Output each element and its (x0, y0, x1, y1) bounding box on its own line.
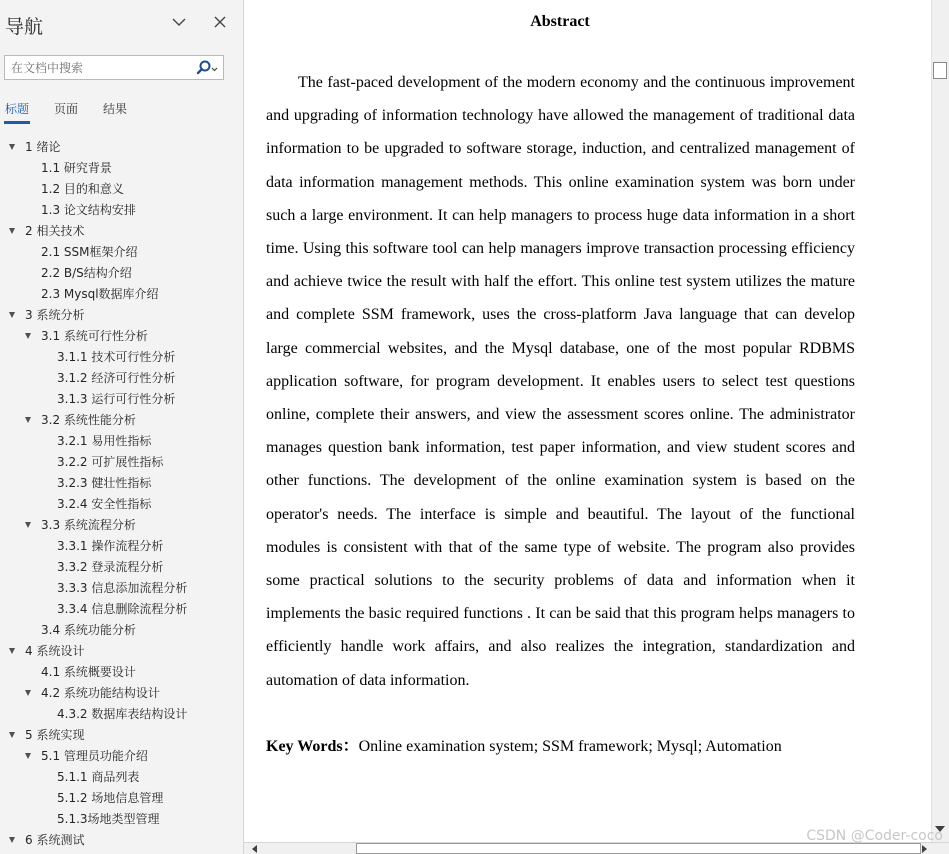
close-pane-icon[interactable] (209, 11, 231, 33)
nav-heading-label: 3.3.2 登录流程分析 (57, 560, 164, 574)
nav-heading-item[interactable] (0, 221, 243, 242)
nav-heading-label: 2.1 SSM框架介绍 (41, 245, 138, 259)
nav-heading-item[interactable] (0, 494, 243, 515)
nav-heading-item[interactable] (0, 578, 243, 599)
tab-headings[interactable]: 标题 (5, 102, 30, 116)
nav-heading-label: 4 系统设计 (25, 644, 85, 658)
horizontal-scroll-thumb[interactable] (356, 843, 921, 854)
nav-heading-item[interactable] (0, 368, 243, 389)
nav-heading-item[interactable] (0, 263, 243, 284)
nav-heading-item[interactable] (0, 788, 243, 809)
watermark: CSDN @Coder-coco (806, 828, 943, 844)
nav-heading-item[interactable] (0, 326, 243, 347)
nav-heading-label: 3.3 系统流程分析 (41, 518, 136, 532)
nav-heading-label: 2 相关技术 (25, 224, 85, 238)
nav-heading-label: 3.1.1 技术可行性分析 (57, 350, 176, 364)
abstract-title: Abstract (530, 13, 590, 30)
nav-heading-item[interactable] (0, 620, 243, 641)
nav-heading-item[interactable] (0, 641, 243, 662)
collapse-triangle-icon[interactable] (9, 144, 15, 150)
nav-heading-label: 3.1.3 运行可行性分析 (57, 392, 176, 406)
nav-heading-label: 3.1 系统可行性分析 (41, 329, 148, 343)
nav-heading-label: 5.1 管理员功能介绍 (41, 749, 148, 763)
nav-heading-label: 3.2.3 健壮性指标 (57, 476, 152, 490)
nav-heading-item[interactable] (0, 746, 243, 767)
nav-heading-item[interactable] (0, 704, 243, 725)
nav-heading-label: 6 系统测试 (25, 833, 85, 847)
nav-heading-item[interactable] (0, 158, 243, 179)
nav-heading-item[interactable] (0, 515, 243, 536)
collapse-triangle-icon[interactable] (25, 522, 31, 528)
nav-heading-item[interactable] (0, 599, 243, 620)
nav-heading-label: 3 系统分析 (25, 308, 85, 322)
collapse-triangle-icon[interactable] (25, 690, 31, 696)
tab-results[interactable]: 结果 (103, 102, 128, 116)
nav-heading-label: 3.2.4 安全性指标 (57, 497, 152, 511)
nav-heading-item[interactable] (0, 683, 243, 704)
collapse-triangle-icon[interactable] (25, 753, 31, 759)
scroll-right-arrow-icon[interactable] (922, 845, 927, 853)
search-icon (198, 61, 210, 73)
nav-heading-item[interactable] (0, 200, 243, 221)
abstract-body: The fast-paced development of the modern economy and the continuous improvement and upgrading of information technology have allowed the management of traditional data information to be upgraded to software storage, induction, and centralized management of data information management methods. This online examination system was born under such a large environment. It can help managers to process huge data information in a short time. Using this software tool can help managers improve transaction processing efficiency and achieve twice the result with half the effort. This online test system utilizes the mature and complete SSM framework, uses the cross-platform Java language that can develop large commercial websites, and the Mysql database, one of the most popular RDBMS application software, for program development. It enables users to select test questions online, complete their answers, and view the assessment scores online. The administrator manages question bank information, test paper information, and view student scores and other functions. The development of the online examination system is based on the operator's needs. The interface is simple and beautiful. The layout of the functional modules is consistent with that of the same type of website. The program also provides some practical solutions to the security problems of data and information when it implements the basic required functions . It can be said that this program helps managers to efficiently handle work affairs, and also realizes the integration, standardization and automation of data information. (266, 74, 855, 689)
nav-heading-item[interactable] (0, 536, 243, 557)
nav-heading-item[interactable] (0, 809, 243, 830)
nav-heading-label: 4.3.2 数据库表结构设计 (57, 707, 188, 721)
nav-heading-item[interactable] (0, 662, 243, 683)
nav-heading-item[interactable] (0, 830, 243, 851)
search-box[interactable] (4, 55, 224, 80)
nav-heading-label: 3.2.1 易用性指标 (57, 434, 152, 448)
nav-heading-item[interactable] (0, 410, 243, 431)
collapse-triangle-icon[interactable] (25, 417, 31, 423)
nav-heading-item[interactable] (0, 725, 243, 746)
nav-heading-label: 5.1.2 场地信息管理 (57, 791, 164, 805)
nav-heading-item[interactable] (0, 284, 243, 305)
keywords-value: Online examination system; SSM framework; Mysql; Automation (358, 738, 782, 755)
nav-heading-label: 2.2 B/S结构介绍 (41, 266, 132, 280)
search-input[interactable] (5, 56, 197, 79)
nav-heading-label: 1 绪论 (25, 140, 61, 154)
vertical-scroll-thumb[interactable] (933, 62, 947, 79)
navigation-title: 导航 (5, 16, 44, 38)
nav-heading-item[interactable] (0, 347, 243, 368)
nav-heading-label: 5.1.3场地类型管理 (57, 812, 160, 826)
nav-heading-label: 1.1 研究背景 (41, 161, 112, 175)
nav-heading-label: 2.3 Mysql数据库介绍 (41, 287, 159, 301)
nav-heading-item[interactable] (0, 452, 243, 473)
pane-options-chevron-icon[interactable] (168, 11, 190, 33)
nav-heading-label: 1.2 目的和意义 (41, 182, 124, 196)
nav-heading-label: 3.3.4 信息删除流程分析 (57, 602, 188, 616)
collapse-triangle-icon[interactable] (9, 837, 15, 843)
nav-heading-label: 4.1 系统概要设计 (41, 665, 136, 679)
nav-heading-item[interactable] (0, 473, 243, 494)
nav-heading-item[interactable] (0, 431, 243, 452)
nav-heading-label: 1.3 论文结构安排 (41, 203, 136, 217)
nav-heading-label: 5 系统实现 (25, 728, 85, 742)
collapse-triangle-icon[interactable] (9, 732, 15, 738)
nav-heading-item[interactable] (0, 137, 243, 158)
active-tab-indicator (4, 121, 30, 124)
nav-heading-label: 3.1.2 经济可行性分析 (57, 371, 176, 385)
scroll-left-arrow-icon[interactable] (252, 845, 257, 853)
collapse-triangle-icon[interactable] (9, 648, 15, 654)
nav-heading-item[interactable] (0, 767, 243, 788)
nav-heading-label: 3.2 系统性能分析 (41, 413, 136, 427)
search-options-button[interactable] (193, 58, 221, 77)
nav-heading-label: 3.2.2 可扩展性指标 (57, 455, 164, 469)
nav-heading-item[interactable] (0, 305, 243, 326)
nav-heading-label: 3.4 系统功能分析 (41, 623, 136, 637)
nav-heading-label: 3.3.3 信息添加流程分析 (57, 581, 188, 595)
nav-heading-label: 5.1.1 商品列表 (57, 770, 140, 784)
nav-heading-label: 4.2 系统功能结构设计 (41, 686, 160, 700)
collapse-triangle-icon[interactable] (25, 333, 31, 339)
dropdown-chevron-icon (212, 68, 217, 71)
keywords-label: Key Words： (266, 738, 359, 755)
nav-heading-item[interactable] (0, 179, 243, 200)
vertical-scrollbar[interactable] (931, 0, 949, 842)
collapse-triangle-icon[interactable] (9, 312, 15, 318)
keywords-line (266, 733, 866, 756)
nav-heading-item[interactable] (0, 242, 243, 263)
tab-pages[interactable]: 页面 (54, 102, 79, 116)
nav-heading-item[interactable] (0, 389, 243, 410)
document-page (244, 0, 931, 842)
navigation-pane (0, 0, 244, 854)
collapse-triangle-icon[interactable] (9, 228, 15, 234)
nav-heading-item[interactable] (0, 557, 243, 578)
nav-heading-label: 3.3.1 操作流程分析 (57, 539, 164, 553)
